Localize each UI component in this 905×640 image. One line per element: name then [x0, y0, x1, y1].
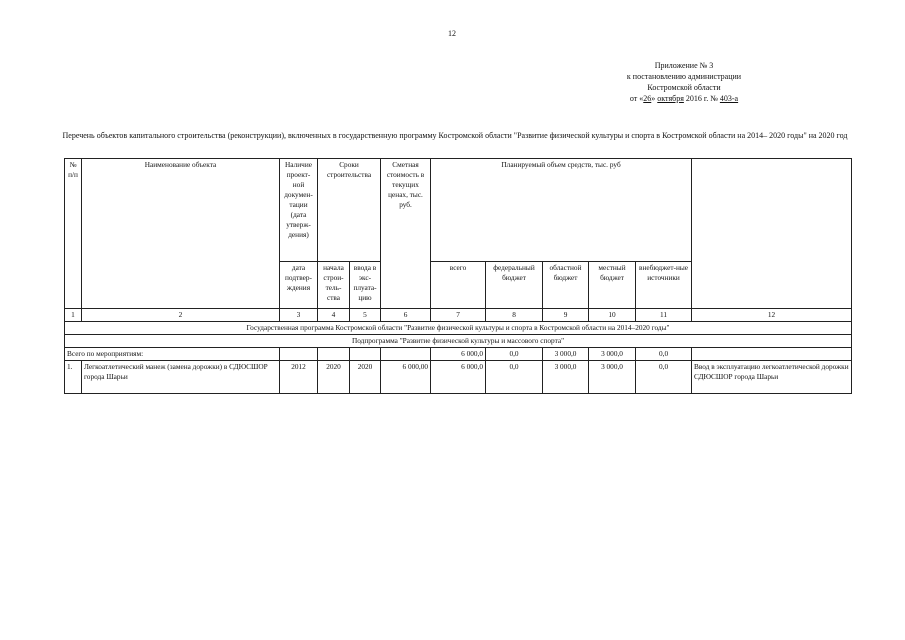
- subprogram-row: [65, 335, 852, 348]
- col-number: 4: [318, 309, 350, 322]
- table-row: [65, 361, 852, 394]
- col-number: 1: [65, 309, 82, 322]
- empty-cell: [318, 348, 350, 361]
- header-regional: областной бюджет: [543, 262, 589, 309]
- date-suffix: 2016 г. №: [683, 94, 720, 103]
- row-extrabudget: 0,0: [636, 361, 692, 394]
- total-federal: 0,0: [486, 348, 543, 361]
- empty-cell: [280, 348, 318, 361]
- col-number: 8: [486, 309, 543, 322]
- header-extrabudget: внебюджет-ные источники: [636, 262, 692, 309]
- objects-table: [64, 158, 852, 394]
- total-sum: 6 000,0: [431, 348, 486, 361]
- col-number: 5: [350, 309, 381, 322]
- header-cost: Сметная стоимость в текущих ценах, тыс. руб.: [381, 159, 431, 309]
- header-federal: федеральный бюджет: [486, 262, 543, 309]
- program-row: [65, 322, 852, 335]
- empty-cell: [350, 348, 381, 361]
- document-title: Перечень объектов капитального строительства (реконструкции), включенных в государственную программу Костромской области "Развитие физической культуры и спорта в Костромской области на 2014– 2020 годы" на 2020 год: [62, 131, 848, 140]
- col-number: 6: [381, 309, 431, 322]
- row-commission: 2020: [350, 361, 381, 394]
- header-terms: Сроки строительства: [318, 159, 381, 262]
- total-local: 3 000,0: [589, 348, 636, 361]
- appendix-date-line: [594, 93, 774, 104]
- header-num: № п/п: [65, 159, 82, 309]
- appendix-block: [594, 60, 774, 104]
- col-number: 10: [589, 309, 636, 322]
- row-start: 2020: [318, 361, 350, 394]
- col-number: 9: [543, 309, 589, 322]
- row-docs-date: 2012: [280, 361, 318, 394]
- header-docs: Наличие проект-ной докумен-тации (дата утверж-дения): [280, 159, 318, 262]
- header-row-1: [65, 159, 852, 262]
- empty-cell: [381, 348, 431, 361]
- row-num: 1.: [65, 361, 82, 394]
- header-start: начала строи-тель-ства: [318, 262, 350, 309]
- header-docs-date: дата подтвер-ждения: [280, 262, 318, 309]
- decree-number: 403-а: [719, 94, 739, 103]
- subprogram-title: Подпрограмма "Развитие физической культуры и массового спорта": [65, 335, 852, 348]
- header-total: всего: [431, 262, 486, 309]
- header-name: Наименование объекта: [82, 159, 280, 309]
- empty-cell: [692, 348, 852, 361]
- page-number: 12: [448, 29, 456, 38]
- row-total: 6 000,0: [431, 361, 486, 394]
- total-label: Всего по мероприятиям:: [65, 348, 280, 361]
- row-federal: 0,0: [486, 361, 543, 394]
- col-number: 12: [692, 309, 852, 322]
- date-mid: »: [651, 94, 658, 103]
- date-month: октября: [657, 94, 684, 103]
- header-local: местный бюджет: [589, 262, 636, 309]
- col-number: 3: [280, 309, 318, 322]
- header-planned: Планируемый объем средств, тыс. руб: [431, 159, 692, 262]
- program-title: Государственная программа Костромской области "Развитие физической культуры и спорта в Костромской области на 2014–2020 годы": [65, 322, 852, 335]
- row-regional: 3 000,0: [543, 361, 589, 394]
- total-regional: 3 000,0: [543, 348, 589, 361]
- appendix-line-1: Приложение № 3: [654, 61, 714, 70]
- row-cost: 6 000,00: [381, 361, 431, 394]
- appendix-line-2: к постановлению администрации: [626, 72, 742, 81]
- col-number: 11: [636, 309, 692, 322]
- col-number: 7: [431, 309, 486, 322]
- col-number: 2: [82, 309, 280, 322]
- row-name: Легкоатлетический манеж (замена дорожки) в СДЮСШОР города Шарьи: [82, 361, 280, 394]
- header-note: [692, 159, 852, 309]
- total-row: [65, 348, 852, 361]
- column-numbers-row: [65, 309, 852, 322]
- total-extrabudget: 0,0: [636, 348, 692, 361]
- date-day: 26: [643, 94, 652, 103]
- row-local: 3 000,0: [589, 361, 636, 394]
- row-note: Ввод в эксплуатацию легкоатлетической дорожки СДЮСШОР города Шарьи: [692, 361, 852, 394]
- date-prefix: от «: [629, 94, 644, 103]
- appendix-line-3: Костромской области: [647, 83, 721, 92]
- header-commission: ввода в экс-плуата-цию: [350, 262, 381, 309]
